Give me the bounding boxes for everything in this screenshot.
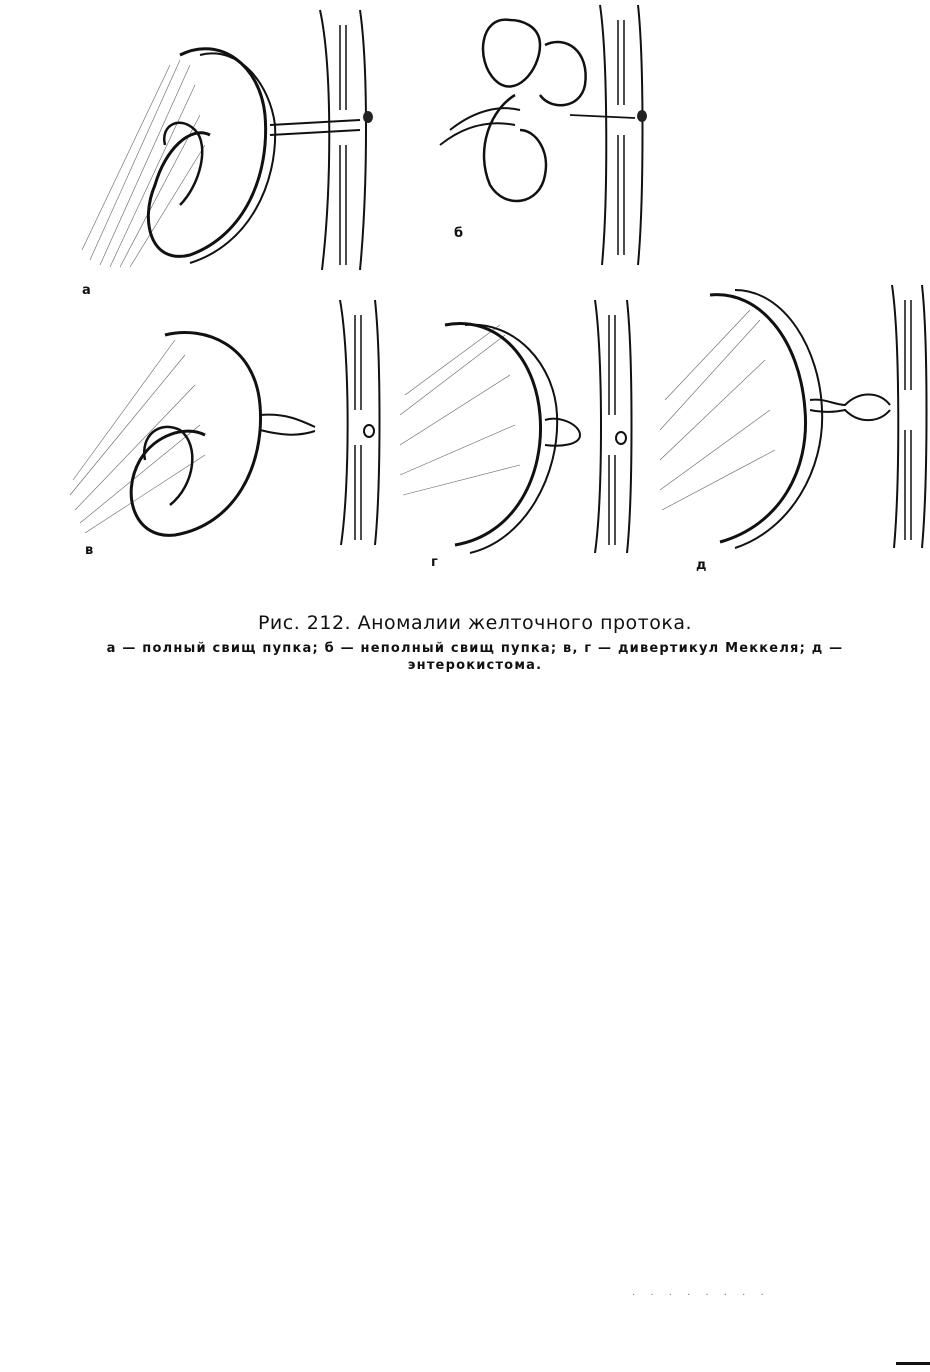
panel-label-a: а — [82, 283, 91, 298]
panel-label-g: г — [431, 555, 438, 570]
panel-label-v: в — [85, 543, 94, 558]
intestine-illustration-a — [70, 5, 390, 275]
intestine-illustration-d — [650, 280, 930, 550]
figure-panel-d — [650, 280, 930, 573]
figure-panel-v — [65, 295, 395, 558]
figure-panel-b — [420, 0, 660, 270]
panel-label-b: б — [454, 226, 464, 241]
intestine-illustration-v — [65, 295, 395, 550]
caption-text: а — полный свищ пупка; б — неполный свищ пупка; в, г — дивертикул Меккеля; д — энтерокистома. — [106, 641, 844, 673]
figure-panel-a — [70, 5, 390, 298]
caption-title: Рис. 212. Аномалии желточного протока. — [257, 612, 693, 634]
panel-label-d: д — [696, 558, 707, 573]
scan-dots-decoration: · · · · · · · · — [632, 1290, 770, 1301]
page-edge-mark — [896, 1362, 930, 1365]
figure-panel-g — [395, 295, 645, 570]
intestine-illustration-g — [395, 295, 645, 555]
figure-caption — [40, 612, 910, 674]
